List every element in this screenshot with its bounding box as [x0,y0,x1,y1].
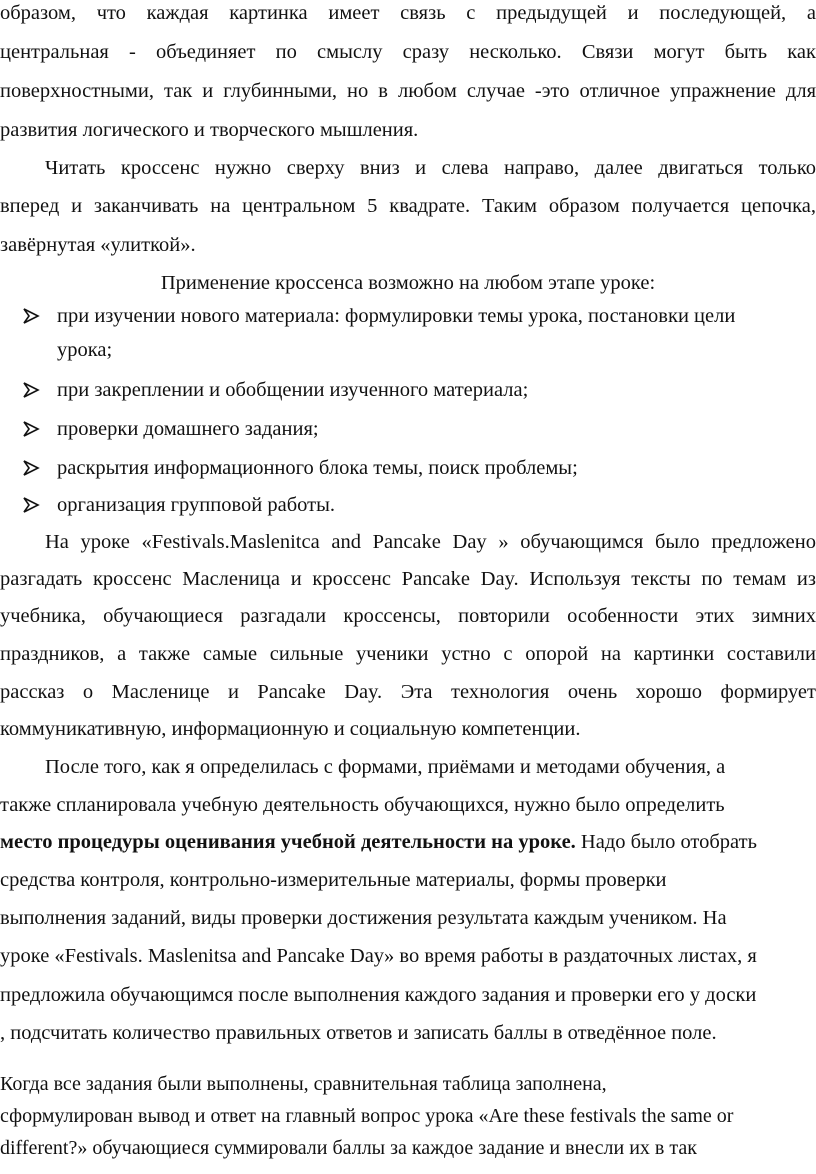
paragraph4-line7: предложила обучающимся после выполнения каждого задания и проверки его у доски [0,984,757,1006]
bullet-item-3 [0,409,816,449]
paragraph2-line2: вперед и заканчивать на центральном 5 квадрате. Таким образом получается цепочка, [0,195,816,217]
bullet-item-5 [0,485,816,525]
paragraph1-line1: образом, что каждая картинка имеет связь с предыдущей и последующей, а [0,2,816,24]
paragraph4-line8: , подсчитать количество правильных ответов и записать баллы в отведённое поле. [0,1022,717,1044]
paragraph2-line1: Читать кроссенс нужно сверху вниз и слева направо, далее двигаться только [45,157,816,179]
bullet-item-4 [0,448,816,488]
emphasized-phrase: место процедуры оценивания учебной деятельности на уроке. [0,831,576,853]
paragraph3-line5: рассказ о Масленице и Pancake Day. Эта технология очень хорошо формирует [0,681,816,703]
arrowhead-bullet-icon [22,381,40,399]
paragraph4-line2: также спланировала учебную деятельность обучающихся, нужно было определить [0,794,725,816]
arrowhead-bullet-icon [22,496,40,514]
paragraph3-line4: праздников, а также самые сильные ученики устно с опорой на картинки составили [0,643,816,665]
paragraph3-line3: учебника, обучающиеся разгадали кроссенсы, повторили особенности этих зимних [0,605,816,627]
paragraph3-line6: коммуникативную, информационную и социальную компетенции. [0,718,581,740]
paragraph5-line3: different?» обучающиеся суммировали баллы за каждое задание и внесли их в так [0,1137,697,1159]
paragraph3-line1: На уроке «Festivals.Maslenitca and Pancake Day » обучающимся было предложено [45,531,816,553]
bullet-item-2-text: при закреплении и обобщении изученного материала; [57,379,529,401]
list-heading: Применение кроссенса возможно на любом этапе уроке: [160,272,656,294]
bullet-item-1-text: при изучении нового материала: формулировки темы урока, постановки цели [57,305,736,327]
paragraph4-line6: уроке «Festivals. Maslenitsa and Pancake Day» во время работы в раздаточных листах, я [0,945,757,967]
bullet-item-1-cont: урока; [57,339,113,361]
paragraph1-line4: развития логического и творческого мышления. [0,119,419,141]
paragraph5-line1: Когда все задания были выполнены, сравнительная таблица заполнена, [0,1073,607,1095]
bullet-item-3-text: проверки домашнего задания; [57,418,319,440]
paragraph4-line5: выполнения заданий, виды проверки достижения результата каждым учеником. На [0,907,727,929]
paragraph2-line3: завёрнутая «улиткой». [0,234,196,256]
paragraph1-line3: поверхностными, так и глубинными, но в любом случае -это отличное упражнение для [0,80,816,102]
bullet-item-4-text: раскрытия информационного блока темы, поиск проблемы; [57,457,578,479]
arrowhead-bullet-icon [22,420,40,438]
paragraph1-line2: центральная - объединяет по смыслу сразу несколько. Связи могут быть как [0,41,816,63]
arrowhead-bullet-icon [22,307,40,325]
arrowhead-bullet-icon [22,459,40,477]
paragraph5-line2: сформулирован вывод и ответ на главный вопрос урока «Are these festivals the same or [0,1105,734,1127]
paragraph4-line3 [0,822,816,862]
paragraph4-line3-rest: Надо было отобрать [575,831,757,853]
paragraph3-line2: разгадать кроссенс Масленица и кроссенс Pancake Day. Используя тексты по темам из [0,568,816,590]
bullet-item-2 [0,370,816,410]
paragraph4-line1: После того, как я определилась с формами, приёмами и методами обучения, а [45,756,726,778]
bullet-item-5-text: организация групповой работы. [57,494,335,516]
paragraph4-line4: средства контроля, контрольно-измерительные материалы, формы проверки [0,869,667,891]
